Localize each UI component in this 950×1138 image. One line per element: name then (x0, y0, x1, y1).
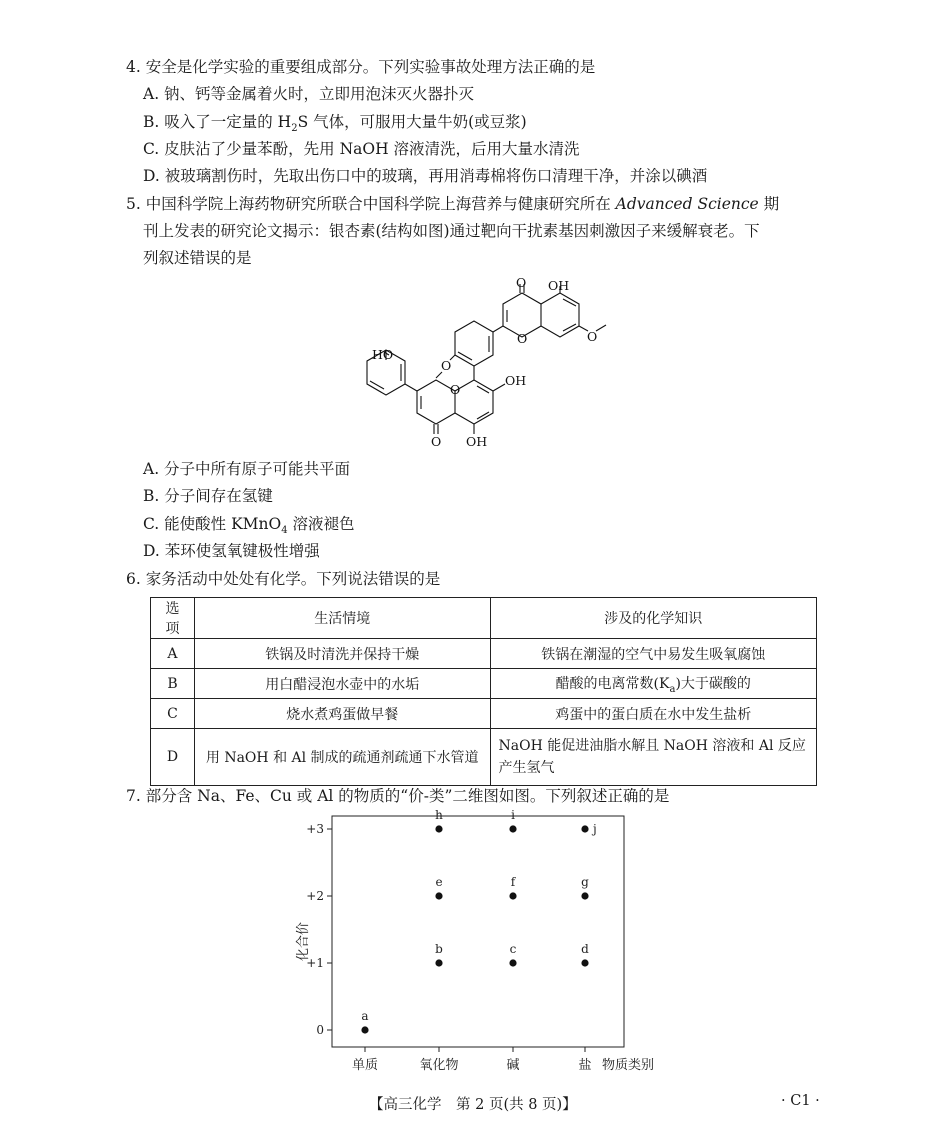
data-point-d (581, 959, 588, 966)
table-cell-scene: 铁锅及时清洗并保持干燥 (194, 639, 490, 669)
data-label-e: e (435, 875, 443, 889)
table-row (151, 729, 817, 786)
q5-stem-line2: 刊上发表的研究论文揭示：银杏素(结构如图)通过靶向干扰素基因刺激因子来缓解衰老。下 (143, 222, 760, 240)
q4-option-c: C. 皮肤沾了少量苯酚，先用 NaOH 溶液清洗，后用大量水清洗 (143, 140, 580, 158)
struct-label-o-4: O (441, 358, 452, 373)
table-cell-knowledge: 铁锅在潮湿的空气中易发生吸氧腐蚀 (490, 639, 817, 669)
struct-label-o-6: O (431, 434, 442, 449)
q4-stem: 4. 安全是化学实验的重要组成部分。下列实验事故处理方法正确的是 (126, 58, 596, 76)
q5-stem-line1: 5. 中国科学院上海药物研究所联合中国科学院上海营养与健康研究所在 Advanced Science 期 (126, 195, 780, 213)
x-tick-label: 盐 (578, 1058, 592, 1073)
x-axis-label: 物质类别 (602, 1058, 655, 1073)
table-cell-scene: 用白醋浸泡水壶中的水垢 (194, 669, 490, 699)
table-row (151, 639, 817, 669)
x-tick-label: 碱 (506, 1058, 520, 1073)
data-label-i: i (511, 808, 515, 822)
x-tick-label: 氧化物 (419, 1058, 459, 1073)
data-label-c: c (509, 942, 517, 956)
valence-class-chart (290, 808, 690, 1076)
data-point-c (509, 959, 516, 966)
y-tick-label: +1 (306, 956, 324, 970)
table-cell-scene: 用 NaOH 和 Al 制成的疏通剂疏通下水管道 (194, 729, 490, 786)
q6-table (150, 597, 817, 786)
data-point-i (509, 825, 516, 832)
data-point-e (435, 892, 442, 899)
q7-stem: 7. 部分含 Na、Fe、Cu 或 Al 的物质的“价-类”二维图如图。下列叙述正确的是 (126, 787, 670, 805)
q5-option-d: D. 苯环使氢氧键极性增强 (143, 542, 320, 560)
data-label-d: d (581, 942, 589, 956)
q4-option-b: B. 吸入了一定量的 $H_2S$ 气体，可服用大量牛奶(或豆浆) (143, 113, 527, 135)
data-label-g: g (581, 875, 589, 889)
table-cell-scene: 烧水煮鸡蛋做早餐 (194, 699, 490, 729)
struct-label-o-1: O (516, 275, 527, 290)
table-cell-option: B (151, 669, 195, 699)
table-header-cell: 涉及的化学知识 (490, 598, 817, 639)
q5-option-c: C. 能使酸性 KMnO$_4$ 溶液褪色 (143, 515, 355, 537)
y-axis-label: 化合价 (296, 921, 311, 962)
struct-label-o-2: O (517, 331, 528, 346)
q5-option-a: A. 分子中所有原子可能共平面 (143, 460, 351, 478)
data-label-a: a (361, 1009, 369, 1023)
data-label-b: b (435, 942, 443, 956)
y-tick-label: +3 (306, 822, 324, 836)
struct-label-oh-2: OH (505, 373, 527, 388)
data-point-b (435, 959, 442, 966)
x-tick-label: 单质 (351, 1058, 379, 1073)
q5-stem-line3: 列叙述错误的是 (143, 249, 252, 267)
y-tick-label: 0 (316, 1023, 324, 1037)
ginkgetin-structure (360, 270, 610, 455)
table-header-row (151, 598, 817, 639)
data-label-h: h (435, 808, 443, 822)
page-footer: 【高三化学 第 2 页(共 8 页)】 (369, 1097, 577, 1113)
table-cell-option: A (151, 639, 195, 669)
data-point-f (509, 892, 516, 899)
table-header-cell: 选项 (151, 598, 195, 639)
struct-label-o-5: O (450, 382, 461, 397)
q6-stem: 6. 家务活动中处处有化学。下列说法错误的是 (126, 570, 441, 588)
table-row (151, 699, 817, 729)
struct-label-oh-1: OH (548, 278, 570, 293)
data-point-g (581, 892, 588, 899)
struct-label-o-3: O (587, 329, 598, 344)
table-row (151, 669, 817, 699)
q4-option-d: D. 被玻璃割伤时，先取出伤口中的玻璃，再用消毒棉将伤口清理干净，并涂以碘酒 (143, 167, 708, 185)
table-cell-knowledge: NaOH 能促进油脂水解且 NaOH 溶液和 Al 反应产生氢气 (490, 729, 817, 786)
data-point-h (435, 825, 442, 832)
data-label-f: f (510, 875, 516, 889)
q4-option-a: A. 钠、钙等金属着火时，立即用泡沫灭火器扑灭 (143, 85, 475, 103)
struct-label-ho: HO (372, 347, 394, 362)
table-cell-option: C (151, 699, 195, 729)
table-cell-knowledge: 鸡蛋中的蛋白质在水中发生盐析 (490, 699, 817, 729)
table-header-cell: 生活情境 (194, 598, 490, 639)
data-point-j (581, 825, 588, 832)
y-tick-label: +2 (306, 889, 324, 903)
data-point-a (361, 1026, 368, 1033)
struct-label-oh-3: OH (466, 434, 488, 449)
q5-option-b: B. 分子间存在氢键 (143, 487, 273, 505)
table-cell-option: D (151, 729, 195, 786)
plot-frame (332, 816, 624, 1047)
table-cell-knowledge: 醋酸的电离常数$(K_a)$大于碳酸的 (490, 669, 817, 699)
data-label-j: j (593, 822, 597, 836)
page-code: · C1 · (781, 1093, 820, 1109)
